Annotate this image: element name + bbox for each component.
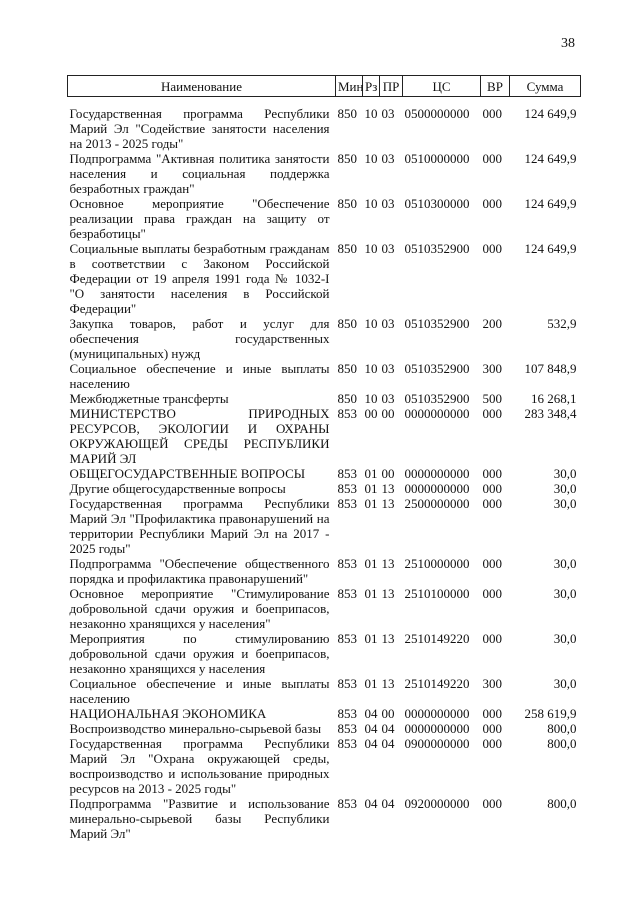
cell-pr: 03	[381, 316, 395, 331]
cell-rz: 01	[364, 556, 378, 571]
cell-pr: 04	[381, 736, 395, 751]
budget-table	[67, 75, 581, 841]
cell-cs: 2510000000	[404, 556, 470, 571]
cell-cs: 0500000000	[404, 106, 470, 121]
cell-name: Подпрограмма "Обеспечение общественного порядка и профилактика правонарушений"	[69, 556, 330, 586]
table-row	[68, 151, 581, 196]
table-row	[68, 241, 581, 316]
cell-rz: 10	[364, 361, 378, 376]
cell-vr: 000	[482, 406, 502, 421]
cell-min: 850	[337, 196, 357, 211]
cell-vr: 000	[482, 496, 502, 511]
cell-name: Социальное обеспечение и иные выплаты населению	[69, 361, 330, 391]
cell-min: 853	[337, 721, 357, 736]
cell-vr: 000	[482, 196, 502, 211]
cell-vr: 000	[482, 466, 502, 481]
cell-name: Подпрограмма "Развитие и использование минерально-сырьевой базы Республики Марий Эл"	[69, 796, 330, 841]
table-row	[68, 796, 581, 841]
cell-rz: 04	[364, 721, 378, 736]
cell-min: 850	[337, 151, 357, 166]
header-sum: Сумма	[510, 76, 581, 97]
cell-name: Государственная программа Республики Марий Эл "Содействие занятости населения на 2013 - 2025 годы"	[69, 106, 330, 151]
cell-vr: 000	[482, 151, 502, 166]
cell-cs: 0920000000	[404, 796, 470, 811]
cell-pr: 03	[381, 106, 395, 121]
cell-rz: 10	[364, 241, 378, 256]
cell-cs: 0000000000	[404, 481, 470, 496]
cell-vr: 000	[482, 631, 502, 646]
cell-cs: 0510000000	[404, 151, 470, 166]
header-name: Наименование	[68, 76, 336, 97]
cell-min: 853	[337, 556, 357, 571]
cell-cs: 0510352900	[404, 241, 470, 256]
cell-vr: 000	[482, 736, 502, 751]
cell-vr: 000	[482, 796, 502, 811]
cell-pr: 03	[381, 241, 395, 256]
cell-pr: 13	[381, 556, 395, 571]
cell-cs: 0510352900	[404, 391, 470, 406]
cell-pr: 13	[381, 481, 395, 496]
cell-cs: 0510300000	[404, 196, 470, 211]
cell-min: 850	[337, 316, 357, 331]
cell-min: 853	[337, 796, 357, 811]
cell-vr: 000	[482, 721, 502, 736]
cell-sum: 124 649,9	[524, 196, 577, 211]
cell-name: НАЦИОНАЛЬНАЯ ЭКОНОМИКА	[69, 706, 267, 721]
cell-cs: 0510352900	[404, 361, 470, 376]
cell-cs: 0000000000	[404, 466, 470, 481]
cell-sum: 124 649,9	[524, 106, 577, 121]
cell-pr: 03	[381, 361, 395, 376]
cell-cs: 0000000000	[404, 721, 470, 736]
cell-name: Государственная программа Республики Марий Эл "Профилактика правонарушений на территории Республики Марий Эл на 2017 - 2025 годы"	[69, 496, 330, 556]
cell-min: 853	[337, 706, 357, 721]
cell-rz: 00	[364, 406, 378, 421]
cell-sum: 800,0	[547, 721, 577, 736]
cell-sum: 124 649,9	[524, 241, 577, 256]
header-pr: ПР	[380, 76, 403, 97]
cell-rz: 10	[364, 391, 378, 406]
cell-name: Другие общегосударственные вопросы	[69, 481, 286, 496]
cell-rz: 01	[364, 586, 378, 601]
cell-name: Основное мероприятие "Стимулирование добровольной сдачи оружия и боеприпасов, незаконно хранящихся у населения"	[69, 586, 330, 631]
cell-sum: 30,0	[553, 676, 577, 691]
cell-sum: 30,0	[553, 631, 577, 646]
cell-sum: 532,9	[547, 316, 577, 331]
table-row	[68, 496, 581, 556]
cell-name: ОБЩЕГОСУДАРСТВЕННЫЕ ВОПРОСЫ	[69, 466, 306, 481]
cell-rz: 01	[364, 481, 378, 496]
cell-vr: 000	[482, 241, 502, 256]
cell-rz: 10	[364, 316, 378, 331]
cell-name: Социальные выплаты безработным гражданам в соответствии с Законом Российской Федерации от 19 апреля 1991 года № 1032-I "О занятости населения в Российской Федерации"	[69, 241, 330, 316]
cell-pr: 13	[381, 631, 395, 646]
cell-name: Воспроизводство минерально-сырьевой базы	[69, 721, 322, 736]
cell-vr: 000	[482, 706, 502, 721]
cell-min: 850	[337, 361, 357, 376]
table-row	[68, 631, 581, 676]
table-body	[68, 97, 581, 842]
table-row	[68, 361, 581, 391]
table-row	[68, 316, 581, 361]
table-row	[68, 466, 581, 481]
header-cs: ЦС	[403, 76, 481, 97]
cell-rz: 04	[364, 706, 378, 721]
cell-sum: 258 619,9	[524, 706, 577, 721]
cell-rz: 01	[364, 631, 378, 646]
cell-min: 853	[337, 631, 357, 646]
cell-vr: 200	[482, 316, 502, 331]
cell-pr: 00	[381, 406, 395, 421]
table-row	[68, 721, 581, 736]
table-row	[68, 736, 581, 796]
cell-min: 853	[337, 586, 357, 601]
cell-pr: 04	[381, 721, 395, 736]
cell-sum: 16 268,1	[531, 391, 577, 406]
cell-pr: 13	[381, 676, 395, 691]
table-row	[68, 406, 581, 466]
cell-rz: 10	[364, 106, 378, 121]
cell-pr: 00	[381, 706, 395, 721]
cell-name: Подпрограмма "Активная политика занятости населения и социальная поддержка безработных граждан"	[69, 151, 330, 196]
cell-pr: 04	[381, 796, 395, 811]
cell-rz: 01	[364, 676, 378, 691]
table-row	[68, 556, 581, 586]
cell-sum: 30,0	[553, 496, 577, 511]
cell-min: 850	[337, 391, 357, 406]
cell-sum: 30,0	[553, 466, 577, 481]
cell-vr: 000	[482, 586, 502, 601]
cell-pr: 13	[381, 496, 395, 511]
cell-vr: 000	[482, 556, 502, 571]
cell-name: МИНИСТЕРСТВО ПРИРОДНЫХ РЕСУРСОВ, ЭКОЛОГИИ И ОХРАНЫ ОКРУЖАЮЩЕЙ СРЕДЫ РЕСПУБЛИКИ МАРИЙ ЭЛ	[69, 406, 330, 466]
cell-vr: 000	[482, 106, 502, 121]
cell-cs: 2500000000	[404, 496, 470, 511]
cell-pr: 03	[381, 196, 395, 211]
cell-pr: 03	[381, 391, 395, 406]
cell-cs: 0000000000	[404, 706, 470, 721]
table-header-row	[68, 76, 581, 97]
cell-min: 850	[337, 106, 357, 121]
cell-sum: 283 348,4	[524, 406, 577, 421]
table-row	[68, 391, 581, 406]
cell-min: 853	[337, 481, 357, 496]
cell-pr: 03	[381, 151, 395, 166]
cell-min: 853	[337, 736, 357, 751]
cell-name: Государственная программа Республики Марий Эл "Охрана окружающей среды, воспроизводство и использование природных ресурсов на 2013 - 2025 годы"	[69, 736, 330, 796]
cell-name: Социальное обеспечение и иные выплаты населению	[69, 676, 330, 706]
cell-min: 853	[337, 466, 357, 481]
cell-cs: 2510149220	[404, 631, 470, 646]
cell-sum: 30,0	[553, 481, 577, 496]
cell-rz: 04	[364, 796, 378, 811]
cell-sum: 30,0	[553, 556, 577, 571]
cell-cs: 2510149220	[404, 676, 470, 691]
page-number: 38	[561, 36, 575, 51]
table-row	[68, 97, 581, 152]
cell-cs: 2510100000	[404, 586, 470, 601]
cell-name: Межбюджетные трансферты	[69, 391, 229, 406]
cell-pr: 13	[381, 586, 395, 601]
cell-cs: 0000000000	[404, 406, 470, 421]
cell-name: Закупка товаров, работ и услуг для обеспечения государственных (муниципальных) нужд	[69, 316, 330, 361]
header-vr: ВР	[481, 76, 510, 97]
cell-sum: 800,0	[547, 736, 577, 751]
cell-cs: 0510352900	[404, 316, 470, 331]
cell-rz: 10	[364, 151, 378, 166]
cell-pr: 00	[381, 466, 395, 481]
cell-sum: 800,0	[547, 796, 577, 811]
cell-min: 853	[337, 676, 357, 691]
table-row	[68, 196, 581, 241]
cell-cs: 0900000000	[404, 736, 470, 751]
cell-min: 853	[337, 406, 357, 421]
cell-rz: 04	[364, 736, 378, 751]
cell-rz: 01	[364, 496, 378, 511]
cell-min: 853	[337, 496, 357, 511]
table-row	[68, 706, 581, 721]
header-rz: Рз	[363, 76, 380, 97]
cell-sum: 30,0	[553, 586, 577, 601]
cell-sum: 124 649,9	[524, 151, 577, 166]
cell-vr: 300	[482, 361, 502, 376]
cell-vr: 300	[482, 676, 502, 691]
header-min: Мин	[336, 76, 363, 97]
table-row	[68, 586, 581, 631]
cell-rz: 10	[364, 196, 378, 211]
cell-vr: 000	[482, 481, 502, 496]
cell-rz: 01	[364, 466, 378, 481]
cell-min: 850	[337, 241, 357, 256]
table-row	[68, 676, 581, 706]
table-row	[68, 481, 581, 496]
cell-name: Мероприятия по стимулированию добровольной сдачи оружия и боеприпасов, незаконно хранящихся у населения	[69, 631, 330, 676]
cell-name: Основное мероприятие "Обеспечение реализации права граждан на защиту от безработицы"	[69, 196, 330, 241]
cell-vr: 500	[482, 391, 502, 406]
cell-sum: 107 848,9	[524, 361, 577, 376]
